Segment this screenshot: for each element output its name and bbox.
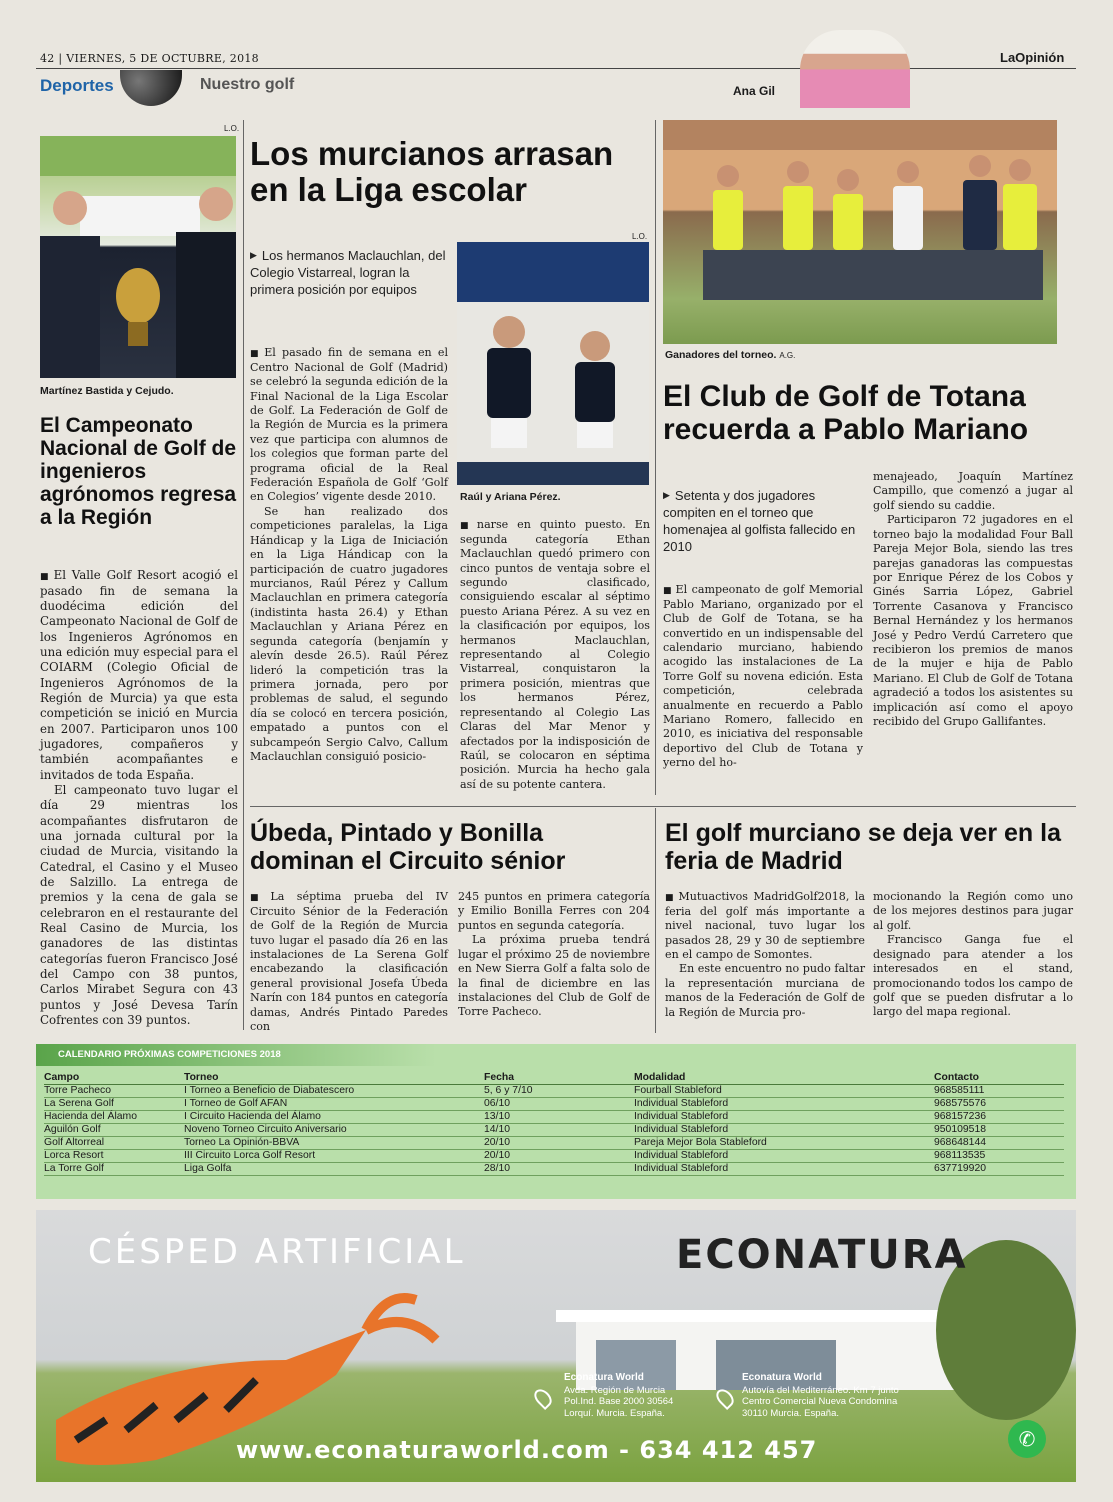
article-body-feria-col1 xyxy=(665,890,865,1020)
golf-ball-graphic xyxy=(120,70,182,106)
photo-trophy xyxy=(40,136,236,378)
paragraph: Participaron 72 jugadores en el torneo bajo la modalidad Four Ball Pareja Mejor Bola, siendo las tres parejas ganadoras las compuestas por Enrique Pérez de los Cobos y Ginés Sarria López, Gabriel Torrente Casanova y Francisco Bernal Hernández y los hermanos José y Pedro Verdú Carretero que recibieron los premios de manos de la mujer e hija de Pablo Mariano. El Club de Golf de Totana agradeció a todos los asistentes su implicación así como el apoyo recibido del Grupo Gallifantes. xyxy=(873,513,1073,729)
address-line: Lorquí. Murcia. España. xyxy=(564,1408,665,1420)
col-header-modalidad: Modalidad xyxy=(634,1072,934,1084)
cell-torneo: III Circuito Lorca Golf Resort xyxy=(184,1149,484,1162)
paragraph: menajeado, Joaquín Martínez Campillo, que comenzó a jugar al golf siendo su caddie. xyxy=(873,470,1073,512)
photo-credit: L.O. xyxy=(224,124,240,133)
paragraph: La próxima prueba tendrá lugar el próximo 25 de noviembre en New Sierra Golf a falta solo de la final de diciembre en las instalaciones del Club de Golf de Torre Pacheco. xyxy=(458,933,650,1019)
cell-fecha: 20/10 xyxy=(484,1136,634,1149)
cell-campo: La Torre Golf xyxy=(44,1162,184,1175)
cell-fecha: 28/10 xyxy=(484,1162,634,1175)
cell-contacto: 968157236 xyxy=(934,1110,1064,1123)
columnist-name: Ana Gil xyxy=(733,84,776,98)
article-body-totana-col1 xyxy=(663,583,863,771)
cell-torneo: Liga Golfa xyxy=(184,1162,484,1175)
header-rule xyxy=(36,68,1076,69)
table-row xyxy=(44,1136,1064,1149)
address-line: 30110 Murcia. España. xyxy=(742,1408,839,1420)
table-row xyxy=(44,1084,1064,1097)
paragraph: ■ El pasado fin de semana en el Centro Nacional de Golf (Madrid) se celebró la segunda edición de la Final Nacional de la Liga Escolar de Golf. La Federación de Golf de la Región de Murcia es la primera vez que participa con alumnos de los colegios que forman parte del programa oficial de la Real Federación Española de Golf ‘Golf en Colegios’ vigente desde 2010. xyxy=(250,346,448,505)
paragraph: Se han realizado dos competiciones paralelas, la Liga Hándicap y la Liga de Iniciación en la Liga Hándicap con la participación de cuatro jugadores murcianos, Raúl Pérez y Callum Maclauchlan en primera categoría (indistinta hasta 26.4) y Ethan Maclauchlan y Ariana Pérez en segunda categoría (benjamín y alevín desde 26.5). Raúl Pérez lideró la competición tras la primera jornada, pero por problemas de salud, el segundo día se colocó en tercera posición, empatado a puntos con el subcampeón Sergio Calvo, Callum Maclauchlan consiguió posicio- xyxy=(250,504,448,764)
subsection-label: Nuestro golf xyxy=(200,76,295,93)
column-rule xyxy=(243,120,244,1030)
cell-torneo: Noveno Torneo Circuito Aniversario xyxy=(184,1123,484,1136)
photo-caption-line xyxy=(665,349,795,361)
paragraph: ■ El campeonato de golf Memorial Pablo Mariano, organizado por el Club de Golf de Totana, se ha convertido en un indispensable del calendario murciano, habiendo acogido las instalaciones de La Torre Golf su novena edición. Esta competición, celebrada anualmente en recuerdo a Pablo Mariano Romero, fallecido en 2010, es iniciativa del responsable deportivo del Club de Totana y yerno del ho- xyxy=(663,583,863,771)
paragraph: ■ narse en quinto puesto. En segunda categoría Ethan Maclauchlan quedó primero con cinco puntos de ventaja sobre el segundo clasificado, consiguiendo escalar al séptimo puesto Ariana Pérez. A su vez en la clasificación por equipos, los hermanos Maclauchlan, representando al Colegio Vistarreal, conquistaron la primera posición, mientras que los hermanos Pérez, representando al Colegio Las Claras del Mar Menor y afectados por la indisposición de Raúl, se colocaron en séptima posición. Murcia ha hecho gala así de su potente cantera. xyxy=(460,518,650,792)
photo-caption: Ganadores del torneo. xyxy=(665,349,777,361)
section-label: Deportes xyxy=(40,76,114,95)
page-info: 42 | VIERNES, 5 DE OCTUBRE, 2018 xyxy=(40,52,259,65)
row-rule xyxy=(250,806,1076,807)
ad-location xyxy=(742,1372,899,1420)
article-body-senior-col2 xyxy=(458,890,650,1020)
photo-kids xyxy=(457,242,649,485)
cell-torneo: I Torneo de Golf AFAN xyxy=(184,1097,484,1110)
cell-modalidad: Individual Stableford xyxy=(634,1097,934,1110)
cell-campo: Torre Pacheco xyxy=(44,1084,184,1097)
table-row xyxy=(44,1110,1064,1123)
photo-credit: A.G. xyxy=(779,351,796,360)
page-number: 42 xyxy=(40,52,55,65)
cell-contacto: 637719920 xyxy=(934,1162,1064,1175)
ad-location xyxy=(564,1372,673,1420)
ad-website-phone: www.econaturaworld.com - 634 412 457 xyxy=(236,1436,818,1464)
columnist-photo xyxy=(800,30,910,108)
cell-modalidad: Individual Stableford xyxy=(634,1149,934,1162)
photo-trophy-illustration xyxy=(40,136,236,378)
article-body-totana-col2 xyxy=(873,470,1073,730)
cell-modalidad: Individual Stableford xyxy=(634,1162,934,1175)
address-line: Avda. Región de Murcia xyxy=(564,1384,666,1396)
cell-campo: Golf Altorreal xyxy=(44,1136,184,1149)
page-date: VIERNES, 5 DE OCTUBRE, 2018 xyxy=(66,52,259,65)
col-header-campo: Campo xyxy=(44,1072,184,1084)
cell-fecha: 14/10 xyxy=(484,1123,634,1136)
cell-fecha: 20/10 xyxy=(484,1149,634,1162)
article-body-senior-col1 xyxy=(250,890,448,1034)
table-row xyxy=(44,1097,1064,1110)
address-line: Pol.Ind. Base 2000 30564 xyxy=(564,1396,674,1408)
paragraph: ■ El Valle Golf Resort acogió el pasado fin de semana la duodécima edición del Campeonato Nacional de Golf de los Ingenieros Agrónomos en una edición muy especial para el COIARM (Colegio Oficial de Ingenieros Agrónomos de la Región de Murcia) ya que esta competición se inició en Murcia en 2007. Participaron unos 100 jugadores, compañeros y también acompañantes e invitados de toda España. xyxy=(40,568,238,783)
table-row xyxy=(44,1123,1064,1136)
cell-torneo: I Torneo a Beneficio de Diabatescero xyxy=(184,1084,484,1097)
cell-fecha: 06/10 xyxy=(484,1097,634,1110)
headline-totana: El Club de Golf de Totana recuerda a Pablo Mariano xyxy=(663,380,1029,446)
col-header-contacto: Contacto xyxy=(934,1072,1064,1084)
paragraph: mocionando la Región como uno de los mejores destinos para jugar al golf. xyxy=(873,890,1073,932)
paragraph: ■ Mutuactivos MadridGolf2018, la feria del golf más importante a nivel nacional, tuvo lugar los pasados 28, 29 y 30 de septiembre en el campo de Somontes. xyxy=(665,890,865,962)
cell-torneo: Torneo La Opinión-BBVA xyxy=(184,1136,484,1149)
paragraph: En este encuentro no pudo faltar la representación murciana de manos de la Federación de Golf de la Región de Murcia pro- xyxy=(665,962,865,1019)
calendar-title: CALENDARIO PRÓXIMAS COMPETICIONES 2018 xyxy=(36,1044,436,1066)
cell-campo: Hacienda del Álamo xyxy=(44,1110,184,1123)
table-row xyxy=(44,1162,1064,1175)
address-line: Autovía del Mediterráneo. Km 7 junto xyxy=(742,1384,899,1396)
location-name: Econatura World xyxy=(742,1372,822,1383)
column-rule xyxy=(655,120,656,795)
cell-modalidad: Individual Stableford xyxy=(634,1110,934,1123)
competition-calendar xyxy=(36,1044,1076,1199)
photo-credit: L.O. xyxy=(632,232,648,241)
headline-feria: El golf murciano se deja ver en la feria de Madrid xyxy=(665,819,1061,875)
photo-kids-illustration xyxy=(457,242,649,485)
cell-modalidad: Individual Stableford xyxy=(634,1123,934,1136)
cell-torneo: I Circuito Hacienda del Álamo xyxy=(184,1110,484,1123)
cell-modalidad: Pareja Mejor Bola Stableford xyxy=(634,1136,934,1149)
cell-contacto: 968575576 xyxy=(934,1097,1064,1110)
cell-contacto: 950109518 xyxy=(934,1123,1064,1136)
ad-title: CÉSPED ARTIFICIAL xyxy=(88,1232,466,1272)
subhead-totana: ▶ Setenta y dos jugadores compiten en el torneo que homenajea al golfista fallecido en 2010 xyxy=(663,488,863,556)
cell-campo: Lorca Resort xyxy=(44,1149,184,1162)
table-row xyxy=(44,1149,1064,1162)
cell-contacto: 968648144 xyxy=(934,1136,1064,1149)
paragraph: ■ La séptima prueba del IV Circuito Sénior de la Federación de Golf de la Región de Murcia tuvo lugar el pasado día 26 en las instalaciones de La Serena Golf encabezando la clasificación general provisional Josefa Úbeda Narín con 184 puntos en categoría damas, Andrés Pintado Paredes con xyxy=(250,890,448,1034)
column-rule xyxy=(655,808,656,1033)
headline-ingenieros: El Campeonato Nacional de Golf de ingenieros agrónomos regresa a la Región xyxy=(40,414,237,530)
cell-fecha: 13/10 xyxy=(484,1110,634,1123)
subhead-liga-escolar: ▶ Los hermanos Maclauchlan, del Colegio Vistarreal, logran la primera posición por equipos xyxy=(250,248,450,299)
col-header-torneo: Torneo xyxy=(184,1072,484,1084)
paragraph: 245 puntos en primera categoría y Emilio Bonilla Ferres con 204 puntos en segunda categoría. xyxy=(458,890,650,932)
cell-contacto: 968585111 xyxy=(934,1084,1064,1097)
article-body-liga-col1 xyxy=(250,346,448,765)
photo-winners xyxy=(663,120,1057,344)
advertisement-econatura xyxy=(36,1210,1076,1482)
cell-campo: La Serena Golf xyxy=(44,1097,184,1110)
cell-modalidad: Fourball Stableford xyxy=(634,1084,934,1097)
location-name: Econatura World xyxy=(564,1372,644,1383)
ad-brand-logo: ECONATURA xyxy=(676,1232,968,1278)
col-header-fecha: Fecha xyxy=(484,1072,634,1084)
whatsapp-icon: ✆ xyxy=(1008,1420,1046,1458)
photo-caption: Martínez Bastida y Cejudo. xyxy=(40,385,174,397)
paragraph: El campeonato tuvo lugar el día 29 mientras los acompañantes disfrutaron de una jornada cultural por la ciudad de Murcia, visitando la Catedral, el Casino y el Museo de Salzillo. La entrega de premios y la cena de gala se celebraron en el restaurante del Real Casino de Murcia, los ganadores de las distintas categorías fueron Francisco José del Campo con 38 puntos, Carlos Mirabet Segura con 43 puntos y José Devesa Tarín Cofrentes con 39 puntos. xyxy=(40,782,238,1027)
headline-senior: Úbeda, Pintado y Bonilla dominan el Circuito sénior xyxy=(250,819,566,875)
cell-campo: Aguilón Golf xyxy=(44,1123,184,1136)
headline-liga-escolar: Los murcianos arrasan en la Liga escolar xyxy=(250,135,614,209)
cell-contacto: 968113535 xyxy=(934,1149,1064,1162)
cell-fecha: 5, 6 y 7/10 xyxy=(484,1084,634,1097)
calendar-header-row xyxy=(44,1072,1064,1084)
photo-winners-illustration xyxy=(663,120,1057,344)
article-body-ingenieros xyxy=(40,568,238,1028)
article-body-liga-col2 xyxy=(460,518,650,792)
address-line: Centro Comercial Nueva Condomina xyxy=(742,1396,898,1408)
article-body-feria-col2 xyxy=(873,890,1073,1020)
newspaper-logo: LaOpinión xyxy=(1000,50,1065,65)
photo-caption: Raúl y Ariana Pérez. xyxy=(460,491,561,503)
calendar-table xyxy=(44,1072,1064,1176)
paragraph: Francisco Ganga fue el designado para atender a los interesados en el stand, promocionando todos los campo de golf que se pueden disfrutar a lo largo del mapa regional. xyxy=(873,933,1073,1019)
